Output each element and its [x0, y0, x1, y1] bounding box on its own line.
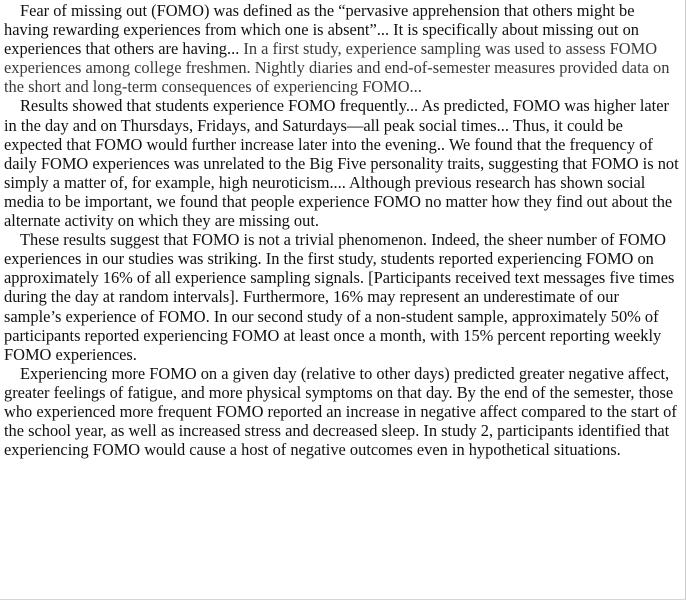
paragraph-implications: These results suggest that FOMO is not a trivial phenomenon. Indeed, the sheer number of FOMO experiences in our studies was striking. In the first study, students reported experiencing FOMO on approximately 16% of all experience sampling signals. [Participants received text messages five times during the day at random intervals]. Furthermore, 16% may represent an underestimate of our sample’s experience of FOMO. In our second study of a non-student sample, approximately 50% of participants reported experiencing FOMO at least once a month, with 15% percent reporting weekly FOMO experiences.: [4, 230, 675, 364]
paragraph-outcomes: Experiencing more FOMO on a given day (relative to other days) predicted greater negative affect, greater feelings of fatigue, and more physical symptoms on that day. By the end of the semester, those who experienced more frequent FOMO reported an increase in negative affect compared to the start of the school year, as well as increased stress and decreased sleep. In study 2, participants identified that experiencing FOMO would cause a host of negative outcomes even in hypothetical situations.: [4, 363, 677, 460]
paragraph-fomo-definition: [4, 1, 680, 96]
first-study-text: In a first study, experience sampling was used to assess FOMO experiences among college freshmen. Nightly diaries and end-of-semester measures provided data on the short and long-term consequences of experiencing FOMO...: [4, 39, 670, 97]
paragraph-results: Results showed that students experience FOMO frequently... As predicted, FOMO was higher later in the day and on Thursdays, Fridays, and Saturdays—all peak social times... Thus, it could be expected that FOMO would further increase later into the evening.. We found that the frequency of daily FOMO experiences was unrelated to the Big Five personality traits, suggesting that FOMO is not simply a matter of, for example, high neuroticism.... Although previous research has shown social media to be important, we found that people experience FOMO no matter how they find out about the alternate activity on which they are missing out.: [4, 96, 679, 231]
definition-text: Fear of missing out (FOMO) was defined as the “pervasive apprehension that others might be having rewarding experiences from which one is absent”... It is specifically about missing out on experiences that others are having...: [4, 1, 639, 59]
